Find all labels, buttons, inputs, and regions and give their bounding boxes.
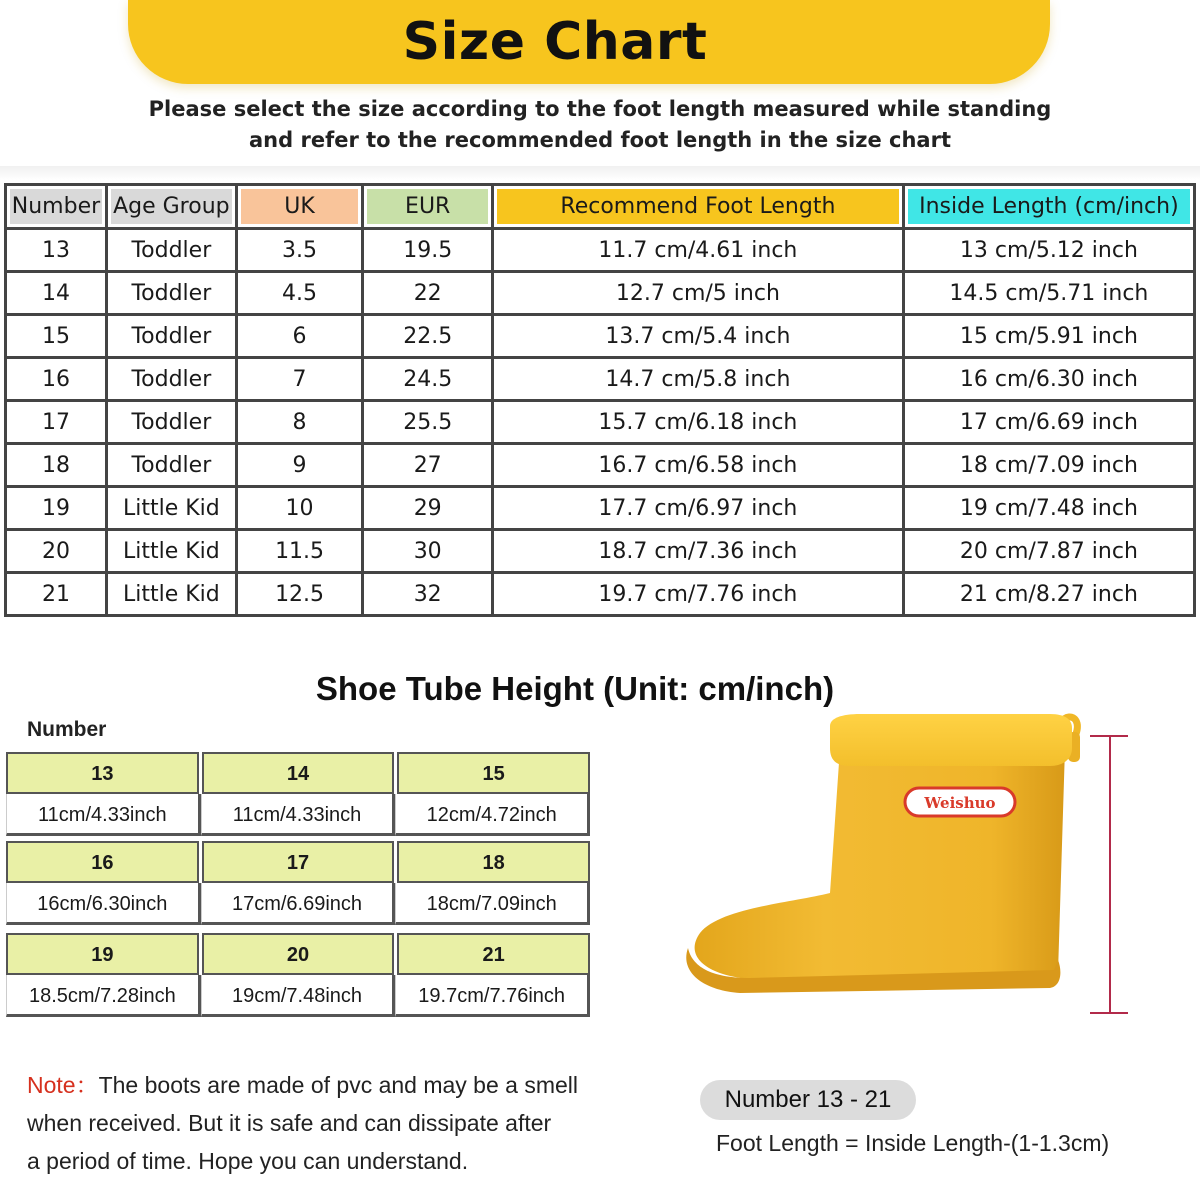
table-row bbox=[7, 488, 1196, 531]
table-cell: 7 bbox=[238, 359, 365, 402]
table-cell: 25.5 bbox=[364, 402, 494, 445]
table-cell: 21 cm/8.27 inch bbox=[905, 574, 1196, 617]
table-cell: 11.5 bbox=[238, 531, 365, 574]
table-cell: Toddler bbox=[108, 402, 238, 445]
table-cell: Little Kid bbox=[108, 574, 238, 617]
table-cell: 10 bbox=[238, 488, 365, 531]
table-cell: 22 bbox=[364, 273, 494, 316]
table-cell: 30 bbox=[364, 531, 494, 574]
table-cell: 20 bbox=[7, 531, 108, 574]
table-cell: 11.7 cm/4.61 inch bbox=[494, 230, 905, 273]
page-subtitle bbox=[0, 94, 1200, 156]
table-cell: 17 bbox=[7, 402, 108, 445]
table-cell: 6 bbox=[238, 316, 365, 359]
col-number bbox=[7, 186, 108, 230]
table-cell: 13 cm/5.12 inch bbox=[905, 230, 1196, 273]
tube-height-group bbox=[6, 841, 590, 925]
table-cell: Toddler bbox=[108, 273, 238, 316]
table-cell: 15 bbox=[7, 316, 108, 359]
table-row bbox=[7, 531, 1196, 574]
note bbox=[27, 1066, 667, 1180]
tube-value-cell: 12cm/4.72inch bbox=[395, 794, 590, 836]
table-cell: Little Kid bbox=[108, 488, 238, 531]
col-eur bbox=[364, 186, 494, 230]
col-eur-label: EUR bbox=[367, 189, 488, 224]
col-uk-label: UK bbox=[241, 189, 359, 224]
note-line-2: when received. But it is safe and can dissipate after bbox=[27, 1110, 552, 1136]
col-uk bbox=[238, 186, 365, 230]
tube-value-cell: 11cm/4.33inch bbox=[6, 794, 201, 836]
foot-length-formula: Foot Length = Inside Length-(1-1.3cm) bbox=[716, 1130, 1110, 1156]
tube-number-label: Number bbox=[27, 718, 107, 741]
boot-illustration bbox=[670, 708, 1140, 1028]
table-cell: 13 bbox=[7, 230, 108, 273]
page-title: Size Chart bbox=[402, 12, 708, 72]
table-cell: 21 bbox=[7, 574, 108, 617]
table-cell: 17 cm/6.69 inch bbox=[905, 402, 1196, 445]
tube-value-cell: 19.7cm/7.76inch bbox=[395, 975, 590, 1017]
table-cell: 13.7 cm/5.4 inch bbox=[494, 316, 905, 359]
size-table-header bbox=[7, 186, 1196, 230]
subtitle-line-2: and refer to the recommended foot length in the size chart bbox=[249, 128, 951, 152]
tube-height-group bbox=[6, 933, 590, 1017]
tube-number-row bbox=[6, 841, 590, 883]
boot-image bbox=[670, 708, 1140, 1028]
table-row bbox=[7, 359, 1196, 402]
tube-value-cell: 11cm/4.33inch bbox=[201, 794, 396, 836]
table-cell: 16 bbox=[7, 359, 108, 402]
table-cell: 18 cm/7.09 inch bbox=[905, 445, 1196, 488]
boot-brand: Weishuo bbox=[924, 794, 996, 812]
divider bbox=[0, 166, 1200, 180]
col-inside-length bbox=[905, 186, 1196, 230]
table-cell: 18 bbox=[7, 445, 108, 488]
table-cell: 19.7 cm/7.76 inch bbox=[494, 574, 905, 617]
table-cell: 19 bbox=[7, 488, 108, 531]
table-cell: 16.7 cm/6.58 inch bbox=[494, 445, 905, 488]
tube-number-row bbox=[6, 933, 590, 975]
tube-height-title: Shoe Tube Height (Unit: cm/inch) bbox=[315, 670, 835, 707]
table-cell: 20 cm/7.87 inch bbox=[905, 531, 1196, 574]
table-row bbox=[7, 574, 1196, 617]
col-number-label: Number bbox=[10, 189, 102, 224]
note-line-3: a period of time. Hope you can understand. bbox=[27, 1148, 469, 1174]
table-row bbox=[7, 445, 1196, 488]
table-cell: 24.5 bbox=[364, 359, 494, 402]
table-cell: 32 bbox=[364, 574, 494, 617]
table-cell: 27 bbox=[364, 445, 494, 488]
table-row bbox=[7, 230, 1196, 273]
note-label: Note： bbox=[27, 1072, 99, 1098]
tube-height-group bbox=[6, 752, 590, 836]
col-recommend-label: Recommend Foot Length bbox=[497, 189, 899, 224]
table-row bbox=[7, 402, 1196, 445]
table-cell: 15.7 cm/6.18 inch bbox=[494, 402, 905, 445]
tube-number-cell: 20 bbox=[202, 933, 395, 975]
tube-number-cell: 18 bbox=[397, 841, 590, 883]
tube-number-cell: 15 bbox=[397, 752, 590, 794]
size-table bbox=[4, 183, 1196, 617]
table-cell: 3.5 bbox=[238, 230, 365, 273]
table-cell: 22.5 bbox=[364, 316, 494, 359]
table-cell: 14.7 cm/5.8 inch bbox=[494, 359, 905, 402]
table-cell: Toddler bbox=[108, 230, 238, 273]
col-age-group-label: Age Group bbox=[111, 189, 232, 224]
table-cell: Toddler bbox=[108, 316, 238, 359]
tube-number-cell: 14 bbox=[202, 752, 395, 794]
tube-value-row bbox=[6, 794, 590, 836]
col-age-group bbox=[108, 186, 238, 230]
tube-value-cell: 18cm/7.09inch bbox=[395, 883, 590, 925]
table-cell: 4.5 bbox=[238, 273, 365, 316]
table-cell: 29 bbox=[364, 488, 494, 531]
boot-cuff bbox=[830, 714, 1072, 766]
tube-value-cell: 18.5cm/7.28inch bbox=[6, 975, 201, 1017]
tube-number-cell: 21 bbox=[397, 933, 590, 975]
table-cell: 12.7 cm/5 inch bbox=[494, 273, 905, 316]
tube-value-row bbox=[6, 883, 590, 925]
table-cell: 15 cm/5.91 inch bbox=[905, 316, 1196, 359]
table-cell: Toddler bbox=[108, 445, 238, 488]
table-cell: Toddler bbox=[108, 359, 238, 402]
tube-number-cell: 19 bbox=[6, 933, 199, 975]
table-cell: Little Kid bbox=[108, 531, 238, 574]
tube-number-row bbox=[6, 752, 590, 794]
number-range-badge: Number 13 - 21 bbox=[700, 1080, 916, 1120]
table-cell: 12.5 bbox=[238, 574, 365, 617]
col-inside-label: Inside Length (cm/inch) bbox=[908, 189, 1190, 224]
tube-number-cell: 16 bbox=[6, 841, 199, 883]
col-recommend-foot-length bbox=[494, 186, 905, 230]
table-cell: 16 cm/6.30 inch bbox=[905, 359, 1196, 402]
table-cell: 19 cm/7.48 inch bbox=[905, 488, 1196, 531]
table-row bbox=[7, 316, 1196, 359]
table-row bbox=[7, 273, 1196, 316]
tube-number-cell: 13 bbox=[6, 752, 199, 794]
table-cell: 17.7 cm/6.97 inch bbox=[494, 488, 905, 531]
subtitle-line-1: Please select the size according to the foot length measured while standing bbox=[148, 97, 1052, 121]
tube-value-row bbox=[6, 975, 590, 1017]
table-cell: 9 bbox=[238, 445, 365, 488]
tube-value-cell: 16cm/6.30inch bbox=[6, 883, 201, 925]
table-cell: 14.5 cm/5.71 inch bbox=[905, 273, 1196, 316]
note-line-1: The boots are made of pvc and may be a smell bbox=[98, 1072, 579, 1098]
tube-value-cell: 17cm/6.69inch bbox=[201, 883, 396, 925]
table-cell: 14 bbox=[7, 273, 108, 316]
tube-number-cell: 17 bbox=[202, 841, 395, 883]
tube-value-cell: 19cm/7.48inch bbox=[201, 975, 396, 1017]
boot-body bbox=[695, 748, 1065, 980]
table-cell: 8 bbox=[238, 402, 365, 445]
table-cell: 18.7 cm/7.36 inch bbox=[494, 531, 905, 574]
table-cell: 19.5 bbox=[364, 230, 494, 273]
